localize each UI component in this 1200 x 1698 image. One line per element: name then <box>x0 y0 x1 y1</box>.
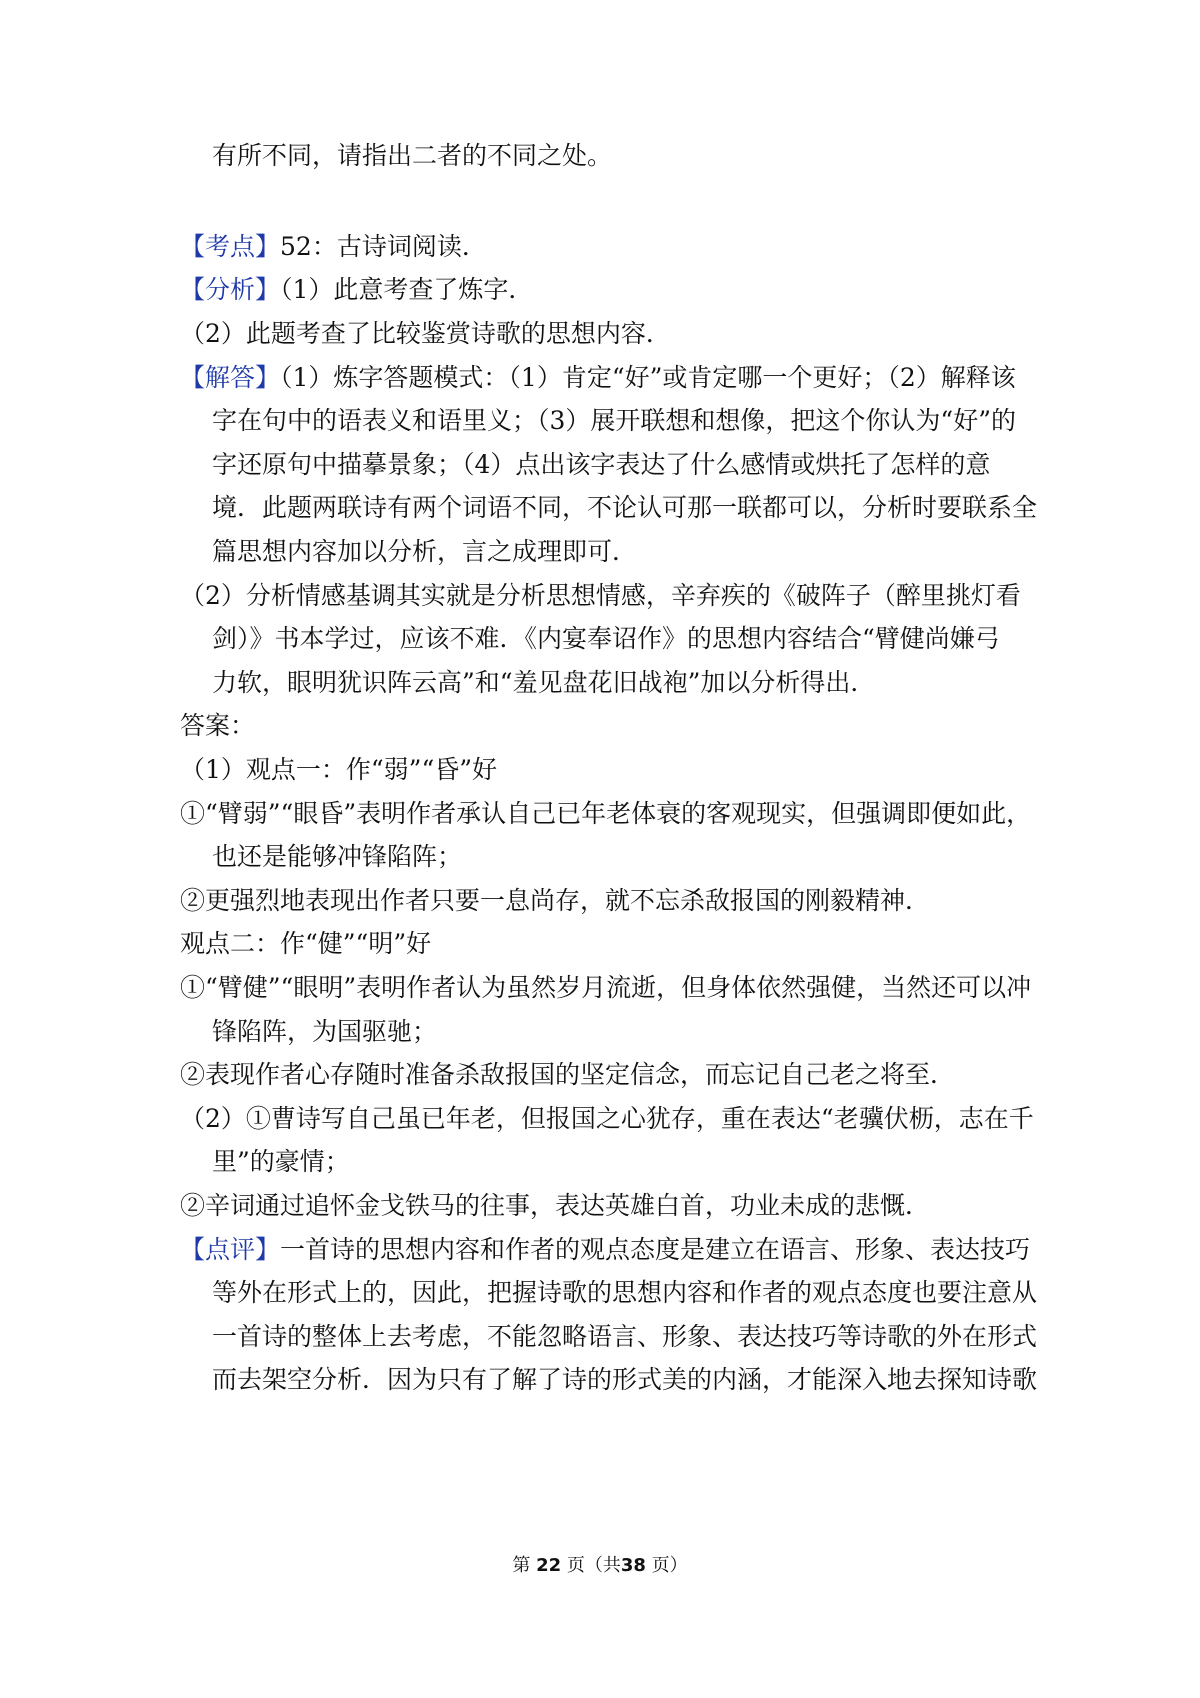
text-line: 锋陷阵，为国驱驰； <box>212 1017 438 1046</box>
fenxi-tag: 【分析】 <box>180 275 281 304</box>
text-line: ①“臂健”“眼明”表明作者认为虽然岁月流逝，但身体依然强健，当然还可以冲 <box>180 973 1032 1002</box>
page-footer: 第 22 页（共38 页） <box>512 1555 688 1576</box>
text-line: 里”的豪情； <box>212 1147 350 1176</box>
dianping-tag: 【点评】 <box>180 1235 281 1264</box>
total-page-number: 38 <box>620 1555 646 1576</box>
text-line: （2）此题考查了比较鉴赏诗歌的思想内容． <box>180 319 671 348</box>
answer-heading: 答案： <box>180 711 256 740</box>
text-line: 有所不同，请指出二者的不同之处。 <box>212 141 613 170</box>
text-line: 字还原句中描摹景象；（4）点出该字表达了什么感情或烘托了怎样的意 <box>212 450 991 479</box>
text-line: 篇思想内容加以分析，言之成理即可． <box>212 537 638 566</box>
dianping-line: 【点评】一首诗的思想内容和作者的观点态度是建立在语言、形象、表达技巧 <box>180 1235 1031 1264</box>
text-line: （2）①曹诗写自己虽已年老，但报国之心犹存，重在表达“老骥伏枥，志在千 <box>180 1104 1034 1133</box>
text-line: ②表现作者心存随时准备杀敌报国的坚定信念，而忘记自己老之将至． <box>180 1060 956 1089</box>
jieda-tag: 【解答】 <box>180 363 281 392</box>
text-line: （1）观点一：作“弱”“昏”好 <box>180 755 498 784</box>
text-line: （2）分析情感基调其实就是分析思想情感，辛弃疾的《破阵子（醉里挑灯看 <box>180 581 1021 610</box>
text-line: 也还是能够冲锋陷阵； <box>212 842 463 871</box>
text-line: 剑）》书本学过，应该不难．《内宴奉诏作》的思想内容结合“臂健尚嫌弓 <box>212 624 1000 653</box>
text-line: 观点二：作“健”“明”好 <box>180 929 432 958</box>
text-line: 境．此题两联诗有两个词语不同，不论认可那一联都可以，分析时要联系全 <box>212 493 1038 522</box>
jieda-line: 【解答】（1）炼字答题模式：（1）肯定“好”或肯定哪一个更好；（2）解释该 <box>180 363 1016 392</box>
text-line: ①“臂弱”“眼昏”表明作者承认自己已年老体衰的客观现实，但强调即便如此， <box>180 799 1032 828</box>
text-line: 力软，眼明犹识阵云高”和“羞见盘花旧战袍”加以分析得出． <box>212 668 876 697</box>
text-line: 一首诗的整体上去考虑，不能忽略语言、形象、表达技巧等诗歌的外在形式 <box>212 1322 1038 1351</box>
text-line: ②更强烈地表现出作者只要一息尚存，就不忘杀敌报国的刚毅精神． <box>180 886 931 915</box>
text-line: ②辛词通过追怀金戈铁马的往事，表达英雄白首，功业未成的悲慨． <box>180 1191 931 1220</box>
text-line: 等外在形式上的，因此，把握诗歌的思想内容和作者的观点态度也要注意从 <box>212 1278 1038 1307</box>
kaodian-line: 【考点】52：古诗词阅读． <box>180 232 487 261</box>
current-page-number: 22 <box>536 1555 562 1576</box>
text-line: 字在句中的语表义和语里义；（3）展开联想和想像，把这个你认为“好”的 <box>212 406 1016 435</box>
fenxi-line: 【分析】（1）此意考查了炼字． <box>180 275 534 304</box>
kaodian-tag: 【考点】 <box>180 232 281 261</box>
text-line: 而去架空分析．因为只有了解了诗的形式美的内涵，才能深入地去探知诗歌 <box>212 1365 1038 1394</box>
